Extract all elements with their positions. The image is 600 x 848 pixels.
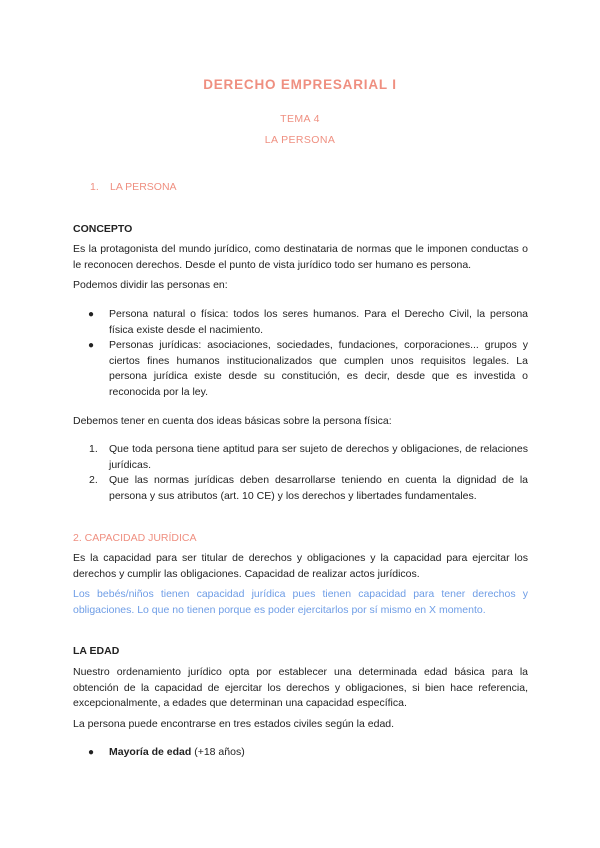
list-item: 1. Que toda persona tiene aptitud para ser sujeto de derechos y obligaciones, de relaciones jurídicas.	[89, 443, 528, 471]
list-item: ● Personas jurídicas: asociaciones, sociedades, fundaciones, corporaciones... grupos y ciertos fines humanos institucionalizados que cumplen unos requisitos legales. La persona jurídica existe desde su constitución, es decir, desde que es investida o reconocida por la ley.	[88, 339, 528, 398]
dividir-intro: Podemos dividir las personas en:	[73, 279, 228, 292]
section-1-number: 1.	[90, 181, 99, 193]
list-item	[73, 745, 528, 761]
capacidad-paragraph: Es la capacidad para ser titular de derechos y obligaciones y la capacidad para ejercitar los derechos y cumplir las obligaciones. Capacidad de realizar actos jurídicos.	[73, 552, 528, 580]
estados-intro: La persona puede encontrarse en tres estados civiles según la edad.	[73, 717, 395, 730]
section-1-title: LA PERSONA	[110, 181, 177, 193]
tema-label: TEMA 4	[280, 113, 320, 125]
edad-heading: LA EDAD	[73, 645, 120, 658]
list-item: 2. Que las normas jurídicas deben desarrollarse teniendo en cuenta la dignidad de la persona y sus atributos (art. 10 CE) y los derechos y libertades fundamentales.	[89, 474, 528, 502]
estados-list	[73, 745, 528, 761]
bullet-icon: ●	[88, 308, 95, 320]
document-body	[73, 180, 528, 761]
bullet-icon: ●	[88, 340, 95, 352]
section-2-heading: 2. CAPACIDAD JURÍDICA	[73, 531, 197, 544]
list-number: 1.	[89, 443, 98, 456]
persona-types-list	[73, 307, 528, 401]
document-title: DERECHO EMPRESARIAL I	[203, 77, 397, 92]
mayoria-label: Mayoría de edad	[109, 746, 192, 759]
capacidad-note: Los bebés/niños tienen capacidad jurídica pues tienen capacidad para tener derechos y obligaciones. Lo que no tienen porque es poder ejercitarlos por sí mismo en X momento.	[73, 588, 528, 616]
section-1-heading	[73, 180, 528, 196]
mayoria-detail: (+18 años)	[191, 746, 245, 759]
ideas-intro: Debemos tener en cuenta dos ideas básicas sobre la persona física:	[73, 414, 392, 427]
list-number: 2.	[89, 474, 98, 487]
subject-label: LA PERSONA	[264, 134, 336, 146]
edad-paragraph: Nuestro ordenamiento jurídico opta por establecer una determinada edad básica para la obtención de la capacidad de ejercitar los derechos y obligaciones, si bien hace referencia, excepcionalmente, a edades que determinan una capacidad específica.	[73, 666, 528, 710]
concepto-heading: CONCEPTO	[73, 222, 133, 235]
bullet-icon: ●	[88, 747, 95, 759]
concepto-paragraph: Es la protagonista del mundo jurídico, como destinataria de normas que le imponen conductas o le reconocen derechos. Desde el punto de vista jurídico todo ser humano es persona.	[73, 243, 528, 271]
list-item: ● Persona natural o física: todos los seres humanos. Para el Derecho Civil, la persona física existe desde el nacimiento.	[88, 307, 528, 336]
ideas-list	[73, 442, 528, 504]
